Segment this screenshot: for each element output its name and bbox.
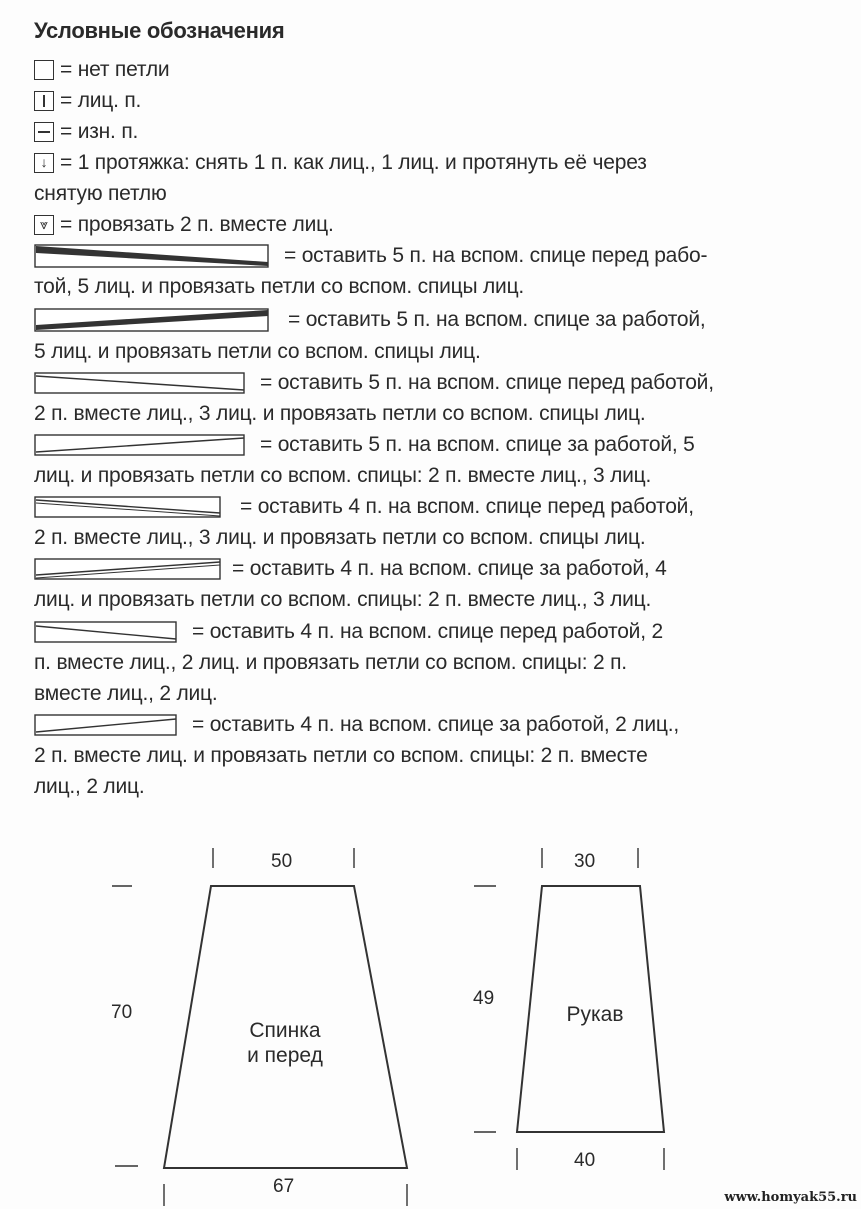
legend-text: = 1 протяжка: снять 1 п. как лиц., 1 лиц. и протянуть её через [60, 151, 647, 174]
legend-item-cable-cont: 2 п. вместе лиц., 3 лиц. и провязать петли со вспом. спицы лиц. [34, 526, 646, 549]
legend-text: = лиц. п. [60, 89, 142, 112]
legend-item-cable-cont: лиц., 2 лиц. [34, 775, 145, 798]
legend-item-cable-cont: 2 п. вместе лиц. и провязать петли со вспом. спицы: 2 п. вместе [34, 744, 648, 767]
legend-item-k2tog [34, 211, 334, 239]
body-label-line1: Спинка [249, 1019, 321, 1042]
legend-text: = оставить 5 п. на вспом. спице за работой, 5 [260, 433, 695, 456]
legend-title: Условные обозначения [34, 18, 285, 43]
legend-item-cable-cont: той, 5 лиц. и провязать петли со вспом. спицы лиц. [34, 275, 525, 298]
legend-text: = нет петли [60, 58, 170, 81]
legend-text: = изн. п. [60, 120, 139, 143]
cable-4-back-icon [34, 557, 222, 581]
legend-item-cable-cont: лиц. и провязать петли со вспом. спицы: 2 п. вместе лиц., 3 лиц. [34, 588, 652, 611]
cable-4-front-dec-icon [34, 620, 178, 644]
legend-text: = оставить 4 п. на вспом. спице за работой, 2 лиц., [192, 713, 679, 736]
legend-item-cable-4-front-dec [34, 618, 663, 646]
sleeve-height: 49 [473, 988, 495, 1009]
legend-item-slip [34, 149, 647, 177]
legend-item-slip-cont: снятую петлю [34, 182, 167, 205]
legend-item-no-stitch [34, 56, 169, 84]
cable-4-back-dec-icon [34, 713, 178, 737]
legend-text: = оставить 4 п. на вспом. спице перед работой, [240, 495, 694, 518]
cable-5-back-icon [34, 307, 270, 333]
legend-text: = оставить 4 п. на вспом. спице перед работой, 2 [192, 620, 663, 643]
body-top-width: 50 [271, 851, 293, 872]
legend-item-cable-cont: 5 лиц. и провязать петли со вспом. спицы лиц. [34, 340, 481, 363]
legend-text: = оставить 5 п. на вспом. спице перед работой, [260, 371, 714, 394]
legend-item-cable-4-back [34, 555, 667, 583]
knit-stitch-icon [34, 91, 54, 111]
legend-text: = оставить 5 п. на вспом. спице за работой, [288, 308, 706, 331]
slip-knit-pass-over-icon: ↓ [34, 153, 54, 173]
legend-text: = оставить 4 п. на вспом. спице за работой, 4 [232, 557, 667, 580]
body-bottom-width: 67 [273, 1176, 295, 1197]
body-label-line2: и перед [247, 1044, 323, 1067]
legend-item-cable-cont: лиц. и провязать петли со вспом. спицы: 2 п. вместе лиц., 3 лиц. [34, 464, 652, 487]
purl-stitch-icon [34, 122, 54, 142]
body-label [226, 1018, 344, 1068]
legend-text: = оставить 5 п. на вспом. спице перед рабо- [284, 244, 708, 267]
legend-item-cable-5-back-dec [34, 431, 695, 459]
garment-schematics [0, 830, 861, 1209]
watermark: www.homyak55.ru [724, 1190, 857, 1205]
legend-item-cable-cont: 2 п. вместе лиц., 3 лиц. и провязать петли со вспом. спицы лиц. [34, 402, 646, 425]
sleeve-label: Рукав [566, 1003, 624, 1026]
empty-square-icon [34, 60, 54, 80]
legend-item-cable-4-back-dec [34, 711, 679, 739]
legend-item-cable-4-front [34, 493, 694, 521]
legend-item-cable-5-back [34, 306, 706, 334]
body-height: 70 [111, 1002, 133, 1023]
knit-two-together-icon: ⩔ [34, 215, 54, 235]
cable-5-front-dec-icon [34, 371, 246, 395]
legend-item-cable-5-front [34, 242, 707, 270]
legend-item-knit [34, 87, 141, 115]
legend-item-purl [34, 118, 138, 146]
legend-item-cable-cont: вместе лиц., 2 лиц. [34, 682, 218, 705]
sleeve-bottom-width: 40 [574, 1150, 596, 1171]
legend-item-cable-5-front-dec [34, 369, 714, 397]
sleeve-top-width: 30 [574, 851, 596, 872]
cable-4-front-icon [34, 495, 222, 519]
cable-5-back-dec-icon [34, 433, 246, 457]
legend-item-cable-cont: п. вместе лиц., 2 лиц. и провязать петли со вспом. спицы: 2 п. [34, 651, 627, 674]
cable-5-front-icon [34, 243, 270, 269]
legend-text: = провязать 2 п. вместе лиц. [60, 213, 334, 236]
